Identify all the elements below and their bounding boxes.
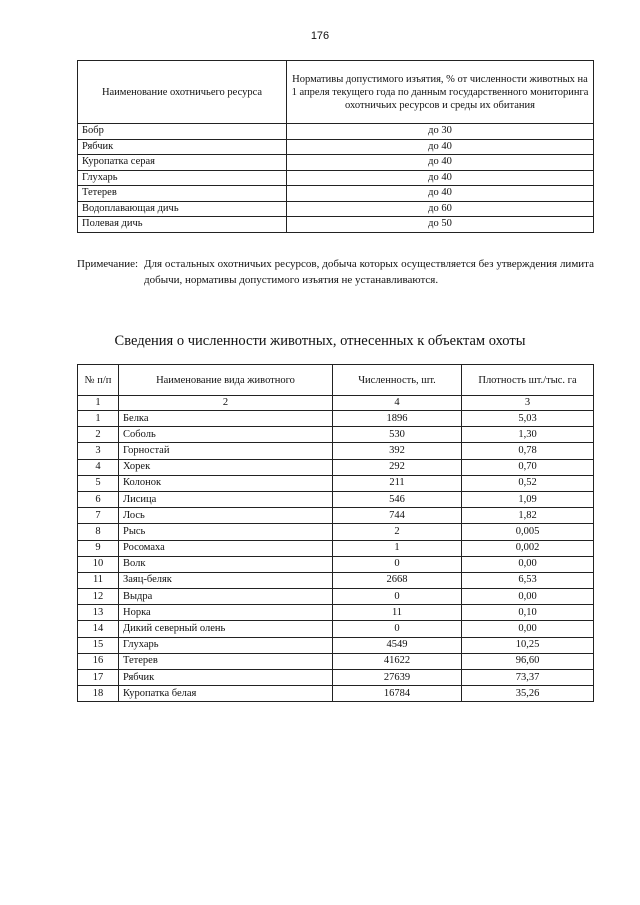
norm-value-cell: до 60	[287, 201, 594, 217]
species-name-cell: Норка	[119, 605, 333, 621]
species-name-cell: Дикий северный олень	[119, 621, 333, 637]
density-cell: 0,00	[462, 621, 594, 637]
table-row	[78, 443, 594, 459]
species-name-cell: Волк	[119, 556, 333, 572]
population-count-cell: 0	[333, 556, 462, 572]
resource-name-cell: Тетерев	[78, 186, 287, 202]
column-index-cell: 4	[333, 396, 462, 411]
species-name-cell: Горностай	[119, 443, 333, 459]
density-cell: 0,78	[462, 443, 594, 459]
density-cell: 0,002	[462, 540, 594, 556]
norm-value-cell: до 30	[287, 124, 594, 140]
species-name-cell: Колонок	[119, 475, 333, 491]
norm-value-cell: до 40	[287, 155, 594, 171]
table-row	[78, 686, 594, 702]
table-row	[78, 508, 594, 524]
column-header-species: Наименование вида животного	[119, 365, 333, 396]
note	[77, 256, 594, 288]
table-row	[78, 621, 594, 637]
table-header-row	[78, 365, 594, 396]
table-row	[78, 605, 594, 621]
section-title: Сведения о численности животных, отнесенных к объектам охоты	[114, 333, 526, 349]
row-number-cell: 14	[78, 621, 119, 637]
column-index-cell: 2	[119, 396, 333, 411]
resource-name-cell: Рябчик	[78, 139, 287, 155]
table-row	[78, 217, 594, 233]
population-count-cell: 1896	[333, 411, 462, 427]
density-cell: 0,00	[462, 589, 594, 605]
population-count-cell: 41622	[333, 653, 462, 669]
table-row	[78, 170, 594, 186]
note-text: Для остальных охотничьих ресурсов, добыча которых осуществляется без утверждения лимита добычи, нормативы допустимого изъятия не устанавливаются.	[144, 258, 594, 286]
row-number-cell: 1	[78, 411, 119, 427]
row-number-cell: 16	[78, 653, 119, 669]
species-name-cell: Рысь	[119, 524, 333, 540]
column-index-cell: 1	[78, 396, 119, 411]
density-cell: 1,82	[462, 508, 594, 524]
resource-name-cell: Водоплавающая дичь	[78, 201, 287, 217]
hunting-norms-table	[77, 60, 594, 233]
species-name-cell: Хорек	[119, 459, 333, 475]
norm-value-cell: до 50	[287, 217, 594, 233]
column-header-norms: Нормативы допустимого изъятия, % от численности животных на 1 апреля текущего года по данным государственного мониторинга охотничьих ресурсов и среды их обитания	[287, 61, 594, 124]
row-number-cell: 15	[78, 637, 119, 653]
table-row	[78, 572, 594, 588]
species-name-cell: Рябчик	[119, 670, 333, 686]
population-count-cell: 392	[333, 443, 462, 459]
density-cell: 96,60	[462, 653, 594, 669]
density-cell: 0,10	[462, 605, 594, 621]
table-row	[78, 540, 594, 556]
row-number-cell: 13	[78, 605, 119, 621]
table-row	[78, 139, 594, 155]
species-name-cell: Белка	[119, 411, 333, 427]
row-number-cell: 7	[78, 508, 119, 524]
population-count-cell: 16784	[333, 686, 462, 702]
density-cell: 35,26	[462, 686, 594, 702]
animal-population-table	[77, 364, 594, 702]
population-count-cell: 27639	[333, 670, 462, 686]
norm-value-cell: до 40	[287, 139, 594, 155]
population-count-cell: 530	[333, 427, 462, 443]
species-name-cell: Выдра	[119, 589, 333, 605]
species-name-cell: Росомаха	[119, 540, 333, 556]
norm-value-cell: до 40	[287, 170, 594, 186]
resource-name-cell: Полевая дичь	[78, 217, 287, 233]
column-header-density: Плотность шт./тыс. га	[462, 365, 594, 396]
column-index-row	[78, 396, 594, 411]
population-count-cell: 292	[333, 459, 462, 475]
norms-table-body	[78, 124, 594, 233]
resource-name-cell: Глухарь	[78, 170, 287, 186]
species-name-cell: Глухарь	[119, 637, 333, 653]
column-header-resource: Наименование охотничьего ресурса	[78, 61, 287, 124]
row-number-cell: 2	[78, 427, 119, 443]
table-row	[78, 155, 594, 171]
population-count-cell: 0	[333, 589, 462, 605]
row-number-cell: 6	[78, 491, 119, 507]
norm-value-cell: до 40	[287, 186, 594, 202]
table-row	[78, 637, 594, 653]
table-row	[78, 524, 594, 540]
row-number-cell: 17	[78, 670, 119, 686]
population-count-cell: 1	[333, 540, 462, 556]
table-header-row	[78, 61, 594, 124]
species-name-cell: Куропатка белая	[119, 686, 333, 702]
population-count-cell: 2668	[333, 572, 462, 588]
density-cell: 0,52	[462, 475, 594, 491]
page-number: 176	[310, 30, 330, 42]
species-name-cell: Соболь	[119, 427, 333, 443]
table-row	[78, 670, 594, 686]
table-row	[78, 186, 594, 202]
row-number-cell: 9	[78, 540, 119, 556]
table-row	[78, 556, 594, 572]
density-cell: 1,09	[462, 491, 594, 507]
density-cell: 10,25	[462, 637, 594, 653]
population-count-cell: 744	[333, 508, 462, 524]
density-cell: 0,70	[462, 459, 594, 475]
density-cell: 0,005	[462, 524, 594, 540]
table-row	[78, 589, 594, 605]
resource-name-cell: Куропатка серая	[78, 155, 287, 171]
row-number-cell: 3	[78, 443, 119, 459]
table-row	[78, 411, 594, 427]
population-count-cell: 2	[333, 524, 462, 540]
density-cell: 5,03	[462, 411, 594, 427]
row-number-cell: 5	[78, 475, 119, 491]
density-cell: 0,00	[462, 556, 594, 572]
column-header-count: Численность, шт.	[333, 365, 462, 396]
population-count-cell: 4549	[333, 637, 462, 653]
row-number-cell: 12	[78, 589, 119, 605]
animals-table-body	[78, 411, 594, 702]
row-number-cell: 18	[78, 686, 119, 702]
population-count-cell: 546	[333, 491, 462, 507]
species-name-cell: Лось	[119, 508, 333, 524]
column-index-cell: 3	[462, 396, 594, 411]
population-count-cell: 0	[333, 621, 462, 637]
species-name-cell: Заяц-беляк	[119, 572, 333, 588]
table-row	[78, 491, 594, 507]
species-name-cell: Лисица	[119, 491, 333, 507]
density-cell: 73,37	[462, 670, 594, 686]
density-cell: 1,30	[462, 427, 594, 443]
resource-name-cell: Бобр	[78, 124, 287, 140]
table-row	[78, 459, 594, 475]
note-label: Примечание:	[77, 258, 139, 270]
row-number-cell: 8	[78, 524, 119, 540]
table-row	[78, 653, 594, 669]
species-name-cell: Тетерев	[119, 653, 333, 669]
population-count-cell: 211	[333, 475, 462, 491]
table-row	[78, 475, 594, 491]
column-header-number: № п/п	[78, 365, 119, 396]
density-cell: 6,53	[462, 572, 594, 588]
row-number-cell: 10	[78, 556, 119, 572]
row-number-cell: 4	[78, 459, 119, 475]
population-count-cell: 11	[333, 605, 462, 621]
row-number-cell: 11	[78, 572, 119, 588]
table-row	[78, 201, 594, 217]
table-row	[78, 124, 594, 140]
table-row	[78, 427, 594, 443]
